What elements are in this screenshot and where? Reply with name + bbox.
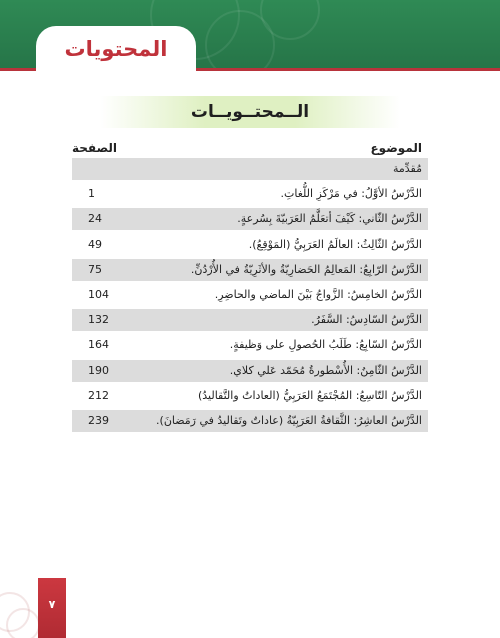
toc-row[interactable] — [72, 158, 428, 180]
toc-page: 212 — [88, 388, 109, 402]
toc-row[interactable] — [72, 410, 428, 432]
toc-page: 49 — [88, 237, 102, 251]
toc-topic: الدَّرْسُ الأوَّلُ: في مَرْكَزِ اللُّغاتِ. — [280, 187, 422, 201]
page-title: المحتويات — [64, 37, 168, 61]
toc-topic: الدَّرْسُ السّادِسُ: السَّفَرُ. — [311, 313, 422, 327]
toc-row[interactable] — [72, 234, 428, 256]
toc-topic: الدَّرْسُ العاشِرُ: الثَّقافةُ العَرَبِيّةُ (عاداتٌ وتَقاليدُ في رَمَضانَ). — [156, 413, 422, 427]
column-header-page: الصفحة — [72, 141, 118, 155]
footer-ornament — [0, 588, 38, 638]
toc-page: 104 — [88, 287, 109, 301]
toc-topic: الدَّرْسُ التّاسِعُ: المُجْتَمَعُ العَرَبِيُّ (العاداتُ والتَّقاليدُ) — [197, 388, 422, 402]
table-of-contents — [72, 158, 428, 435]
page-number-bar — [38, 578, 66, 638]
toc-row[interactable] — [72, 309, 428, 331]
toc-page: 164 — [88, 338, 109, 352]
toc-row[interactable] — [72, 208, 428, 230]
column-header-topic: الموضوع — [370, 141, 422, 155]
chapter-title-tab — [36, 26, 196, 72]
page-number: ٧ — [48, 598, 56, 611]
toc-topic: مُقدِّمة — [392, 162, 422, 175]
toc-row[interactable] — [72, 385, 428, 407]
toc-topic: الدَّرْسُ الثّاني: كَيْفَ أتعَلَّمُ العَرَبيّةَ بِسُرعةٍ. — [237, 212, 422, 226]
toc-row[interactable] — [72, 259, 428, 281]
contents-banner — [100, 96, 400, 128]
toc-row[interactable] — [72, 360, 428, 382]
toc-topic: الدَّرْسُ السّابِعُ: طَلَبُ الحُصولِ على وَظيفةٍ. — [229, 338, 422, 352]
toc-row[interactable] — [72, 284, 428, 306]
toc-page: 75 — [88, 262, 102, 276]
toc-page: 190 — [88, 363, 109, 377]
toc-topic: الدَّرْسُ الرّابِعُ: المَعالِمُ الحَضارِيّةُ والأثَرِيّةُ في الأُرْدُنِّ. — [190, 262, 422, 276]
footer-ornament-circle — [6, 608, 38, 638]
toc-page: 239 — [88, 413, 109, 427]
toc-topic: الدَّرْسُ الثّامِنُ: الأُسْطورةُ مُحَمّد عَلي كلاي. — [229, 363, 422, 377]
toc-topic: الدَّرْسُ الثّالِثُ: العالَمُ العَرَبِيُّ (المَوْقِعُ). — [248, 237, 422, 251]
toc-page: 24 — [88, 212, 102, 226]
contents-heading: الــمحتــويــات — [190, 102, 310, 122]
toc-row[interactable] — [72, 334, 428, 356]
toc-row[interactable] — [72, 183, 428, 205]
toc-topic: الدَّرْسُ الخامِسُ: الزَّواجُ بَيْنَ الماضي والحاضِرِ. — [214, 287, 422, 301]
toc-page: 132 — [88, 313, 109, 327]
toc-page: 1 — [88, 187, 95, 201]
